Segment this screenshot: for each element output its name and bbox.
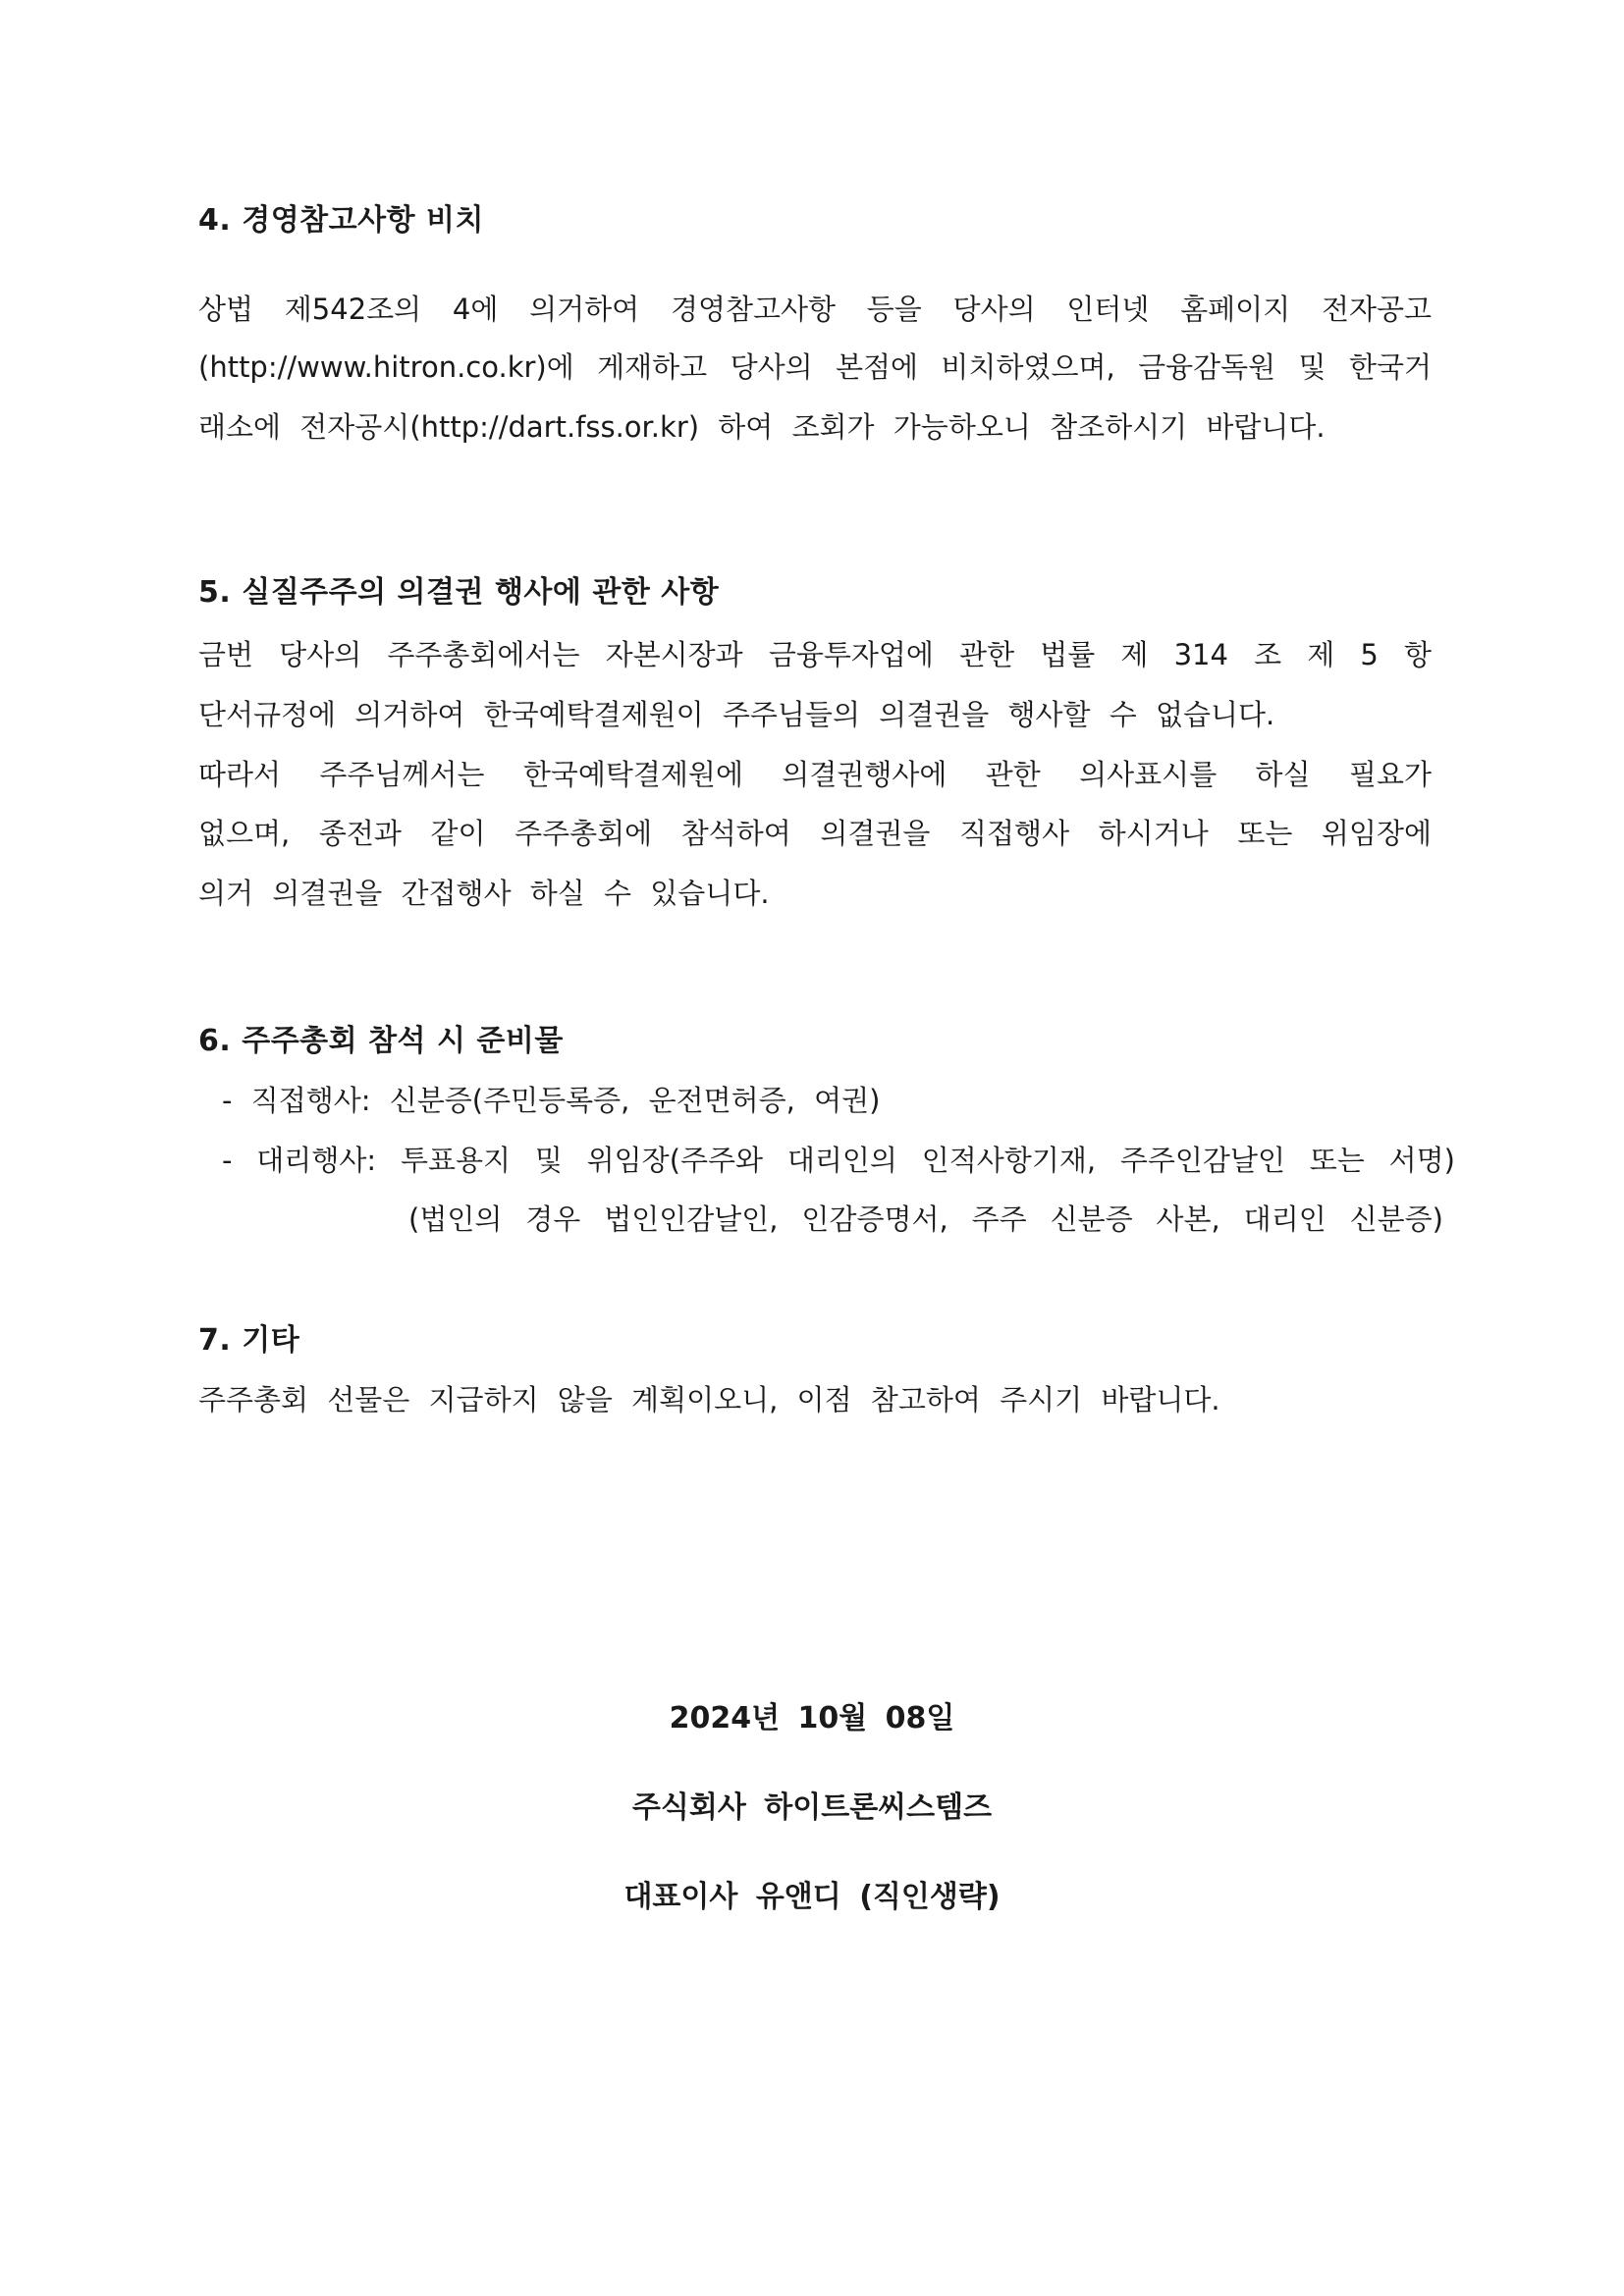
company-name: 주식회사 하이트론씨스템즈 <box>631 1790 993 1825</box>
section-4-heading: 4. 경영참고사항 비치 <box>198 203 484 238</box>
section-5-line-1: 금번 당사의 주주총회에서는 자본시장과 금융투자업에 관한 법률 제 314 조 제 5 항 <box>198 638 1432 671</box>
section-4-line-3: 래소에 전자공시(http://dart.fss.or.kr) 하여 조회가 가능하오니 참조하시기 바랍니다. <box>198 410 1326 444</box>
document-date: 2024년 10월 08일 <box>669 1701 955 1735</box>
section-4-line-2: (http://www.hitron.co.kr)에 게재하고 당사의 본점에 비치하였으며, 금융감독원 및 한국거 <box>198 350 1432 384</box>
section-5-line-2: 단서규정에 의거하여 한국예탁결제원이 주주님들의 의결권을 행사할 수 없습니다. <box>198 698 1275 731</box>
section-7-heading: 7. 기타 <box>198 1323 300 1358</box>
section-6-item-proxy-note: (법인의 경우 법인인감날인, 인감증명서, 주주 신분증 사본, 대리인 신분증) <box>408 1202 1443 1236</box>
section-7-line-1: 주주총회 선물은 지급하지 않을 계획이오니, 이점 참고하여 주시기 바랍니다. <box>198 1383 1220 1416</box>
section-4-line-1: 상법 제542조의 4에 의거하여 경영참고사항 등을 당사의 인터넷 홈페이지 전자공고 <box>198 293 1432 326</box>
section-5-line-5: 의거 의결권을 간접행사 하실 수 있습니다. <box>198 877 770 910</box>
section-5-line-4: 없으며, 종전과 같이 주주총회에 참석하여 의결권을 직접행사 하시거나 또는 위임장에 <box>198 817 1432 850</box>
section-6-item-proxy: - 대리행사: 투표용지 및 위임장(주주와 대리인의 인적사항기재, 주주인감날인 또는 서명) <box>222 1144 1455 1177</box>
section-5-line-3: 따라서 주주님께서는 한국예탁결제원에 의결권행사에 관한 의사표시를 하실 필요가 <box>198 758 1432 791</box>
section-5-heading: 5. 실질주주의 의결권 행사에 관한 사항 <box>198 575 720 610</box>
section-6-heading: 6. 주주총회 참석 시 준비물 <box>198 1024 564 1058</box>
ceo-signature-line: 대표이사 유앤디 (직인생략) <box>623 1880 1001 1914</box>
section-6-item-direct: - 직접행사: 신분증(주민등록증, 운전면허증, 여권) <box>222 1084 881 1117</box>
